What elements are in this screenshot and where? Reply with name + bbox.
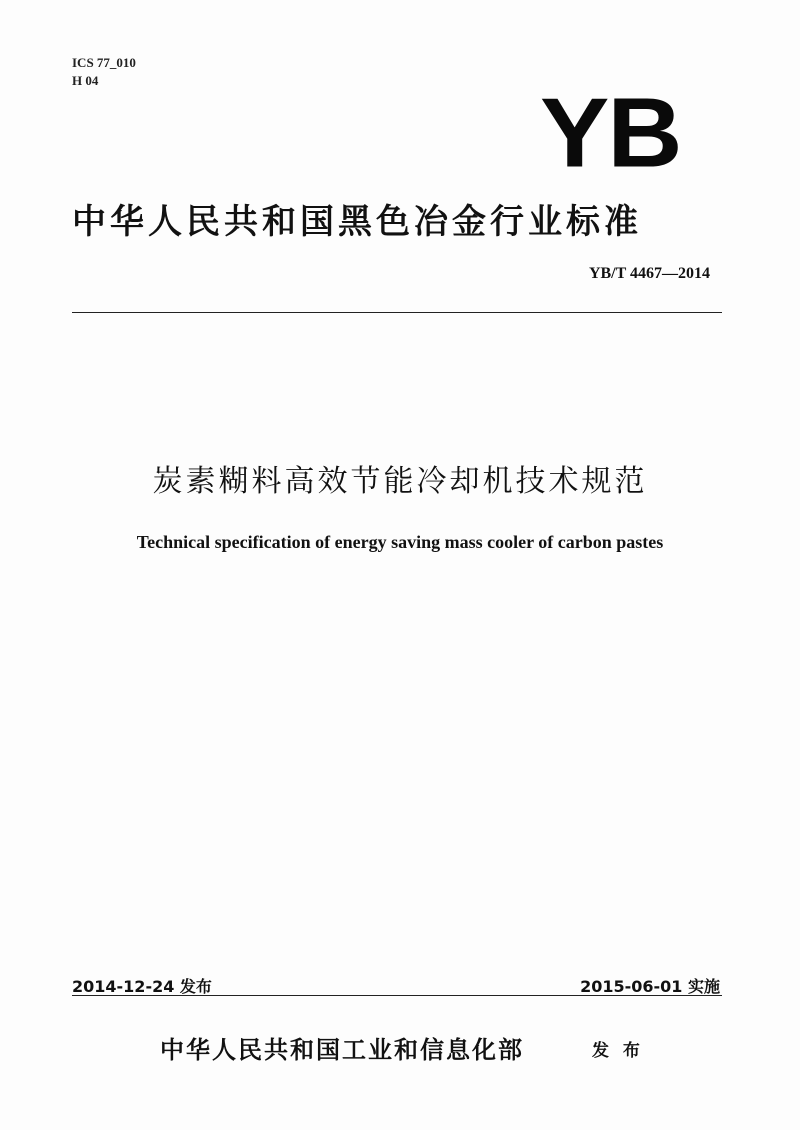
ics-code: ICS 77_010 bbox=[72, 55, 136, 70]
implementation-date: 2015-06-01 实施 bbox=[580, 977, 720, 996]
yb-logo: YB bbox=[540, 77, 681, 189]
classification-codes bbox=[72, 54, 136, 90]
footer-divider bbox=[72, 995, 722, 996]
issue-date: 2014-12-24 发布 bbox=[72, 977, 212, 996]
ccs-code: H 04 bbox=[72, 73, 99, 88]
publish-label: 发 布 bbox=[592, 1041, 644, 1061]
industry-standard-title: 中华人民共和国黑色冶金行业标准 bbox=[72, 202, 642, 242]
document-title-english: Technical specification of energy saving mass cooler of carbon pastes bbox=[136, 532, 664, 552]
document-title-chinese: 炭素糊料高效节能冷却机技术规范 bbox=[152, 464, 648, 499]
header-divider bbox=[72, 312, 722, 313]
standard-number: YB/T 4467—2014 bbox=[588, 265, 710, 282]
issuing-authority: 中华人民共和国工业和信息化部 bbox=[160, 1035, 524, 1064]
